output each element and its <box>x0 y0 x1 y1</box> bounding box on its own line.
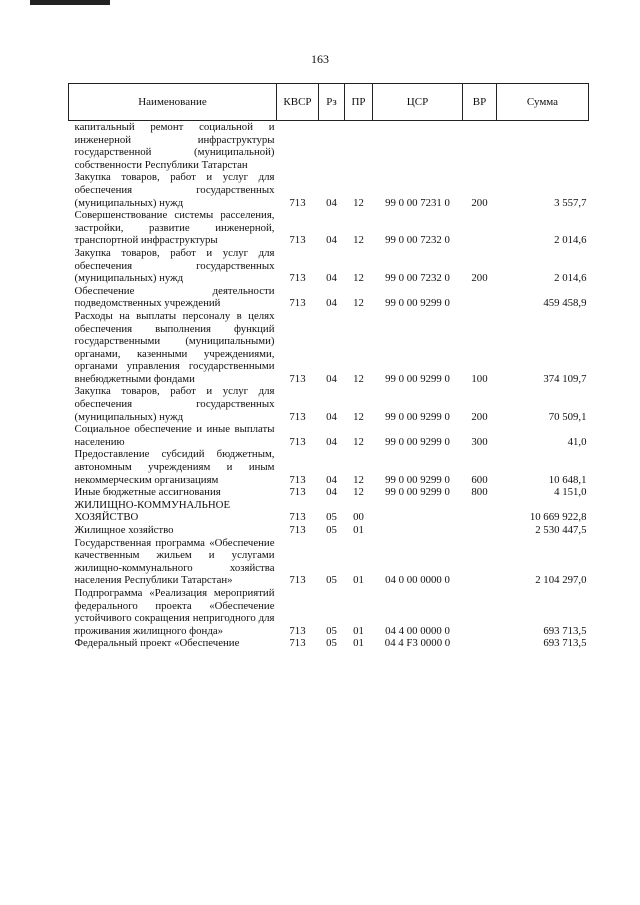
cell-vr <box>463 587 497 637</box>
cell-name: Расходы на выплаты персоналу в целях обеспечения выполнения функций государственными (муниципальными) органами, казенными учреждениями, органами управления государственными внебюджетными фондами <box>74 309 275 385</box>
header-name: Наименование <box>69 84 277 121</box>
cell-name: Федеральный проект «Обеспечение <box>74 637 240 650</box>
cell-rz: 04 <box>326 435 337 448</box>
cell-name: Обеспечение деятельности подведомственных учреждений <box>74 284 275 310</box>
cell-vr: 800 <box>471 486 488 499</box>
cell-kvsr <box>277 121 319 172</box>
cell-csr: 99 0 00 9299 0 <box>385 473 450 486</box>
cell-rz: 04 <box>326 410 337 423</box>
cell-rz: 04 <box>326 473 337 486</box>
cell-rz: 04 <box>326 196 337 209</box>
cell-kvsr: 713 <box>289 637 306 650</box>
header-csr: ЦСР <box>373 84 463 121</box>
cell-csr: 99 0 00 9299 0 <box>385 486 450 499</box>
cell-sum: 2 104 297,0 <box>535 574 587 587</box>
cell-pr: 01 <box>353 524 364 536</box>
cell-pr: 01 <box>353 624 364 637</box>
cell-csr: 04 4 F3 0000 0 <box>384 637 451 650</box>
cell-csr: 99 0 00 9299 0 <box>385 435 450 448</box>
cell-csr: 99 0 00 9299 0 <box>385 372 450 385</box>
table-row <box>69 423 589 448</box>
cell-name: Закупка товаров, работ и услуг для обеспечения государственных (муниципальных) нужд <box>74 171 275 209</box>
cell-sum: 374 109,7 <box>543 372 587 385</box>
cell-vr <box>463 499 497 524</box>
cell-csr <box>373 499 463 524</box>
cell-name: Подпрограмма «Реализация мероприятий федерального проекта «Обеспечение устойчивого сокращения непригодного для проживания жилищного фонда» <box>74 586 275 637</box>
cell-sum: 2 014,6 <box>554 272 587 285</box>
cell-rz: 04 <box>326 372 337 385</box>
cell-csr: 04 4 00 0000 0 <box>385 624 450 637</box>
cell-csr: 99 0 00 7231 0 <box>385 196 450 209</box>
cell-csr: 99 0 00 9299 0 <box>385 297 450 310</box>
budget-table <box>68 83 589 650</box>
cell-kvsr: 713 <box>289 524 306 536</box>
cell-kvsr: 713 <box>289 473 306 486</box>
cell-name: капитальный ремонт социальной и инженерной инфраструктуры государственной (муниципальной) собственности Республики Татарстан <box>74 121 275 171</box>
cell-kvsr: 713 <box>289 574 306 587</box>
cell-sum: 693 713,5 <box>543 624 587 637</box>
cell-name: ЖИЛИЩНО-КОММУНАЛЬНОЕ ХОЗЯЙСТВО <box>74 498 231 524</box>
table-row <box>69 537 589 587</box>
cell-kvsr: 713 <box>289 234 306 247</box>
cell-sum: 70 509,1 <box>548 410 587 423</box>
table-header-row <box>69 84 589 121</box>
table-row <box>69 247 589 285</box>
cell-sum: 459 458,9 <box>543 297 587 310</box>
cell-kvsr: 713 <box>289 272 306 285</box>
cell-csr <box>373 121 463 172</box>
table-row <box>69 171 589 209</box>
cell-vr <box>463 537 497 587</box>
header-kvsr: КВСР <box>277 84 319 121</box>
cell-sum: 2 530 447,5 <box>535 524 587 536</box>
cell-name: Закупка товаров, работ и услуг для обеспечения государственных (муниципальных) нужд <box>74 385 275 423</box>
table-row <box>69 121 589 172</box>
cell-kvsr: 713 <box>289 297 306 310</box>
cell-rz: 04 <box>326 272 337 285</box>
cell-sum: 2 014,6 <box>554 234 587 247</box>
cell-vr <box>463 524 497 537</box>
cell-name: Иные бюджетные ассигнования <box>74 486 221 499</box>
cell-sum: 4 151,0 <box>554 486 587 499</box>
header-vr: ВР <box>463 84 497 121</box>
cell-name: Совершенствование системы расселения, застройки, развитие инженерной, транспортной инфраструктуры <box>74 209 275 247</box>
scan-edge-mark <box>30 0 110 5</box>
table-row <box>69 486 589 499</box>
cell-kvsr: 713 <box>289 196 306 209</box>
cell-name: Закупка товаров, работ и услуг для обеспечения государственных (муниципальных) нужд <box>74 246 275 285</box>
cell-sum: 10 669 922,8 <box>529 511 587 524</box>
cell-kvsr: 713 <box>289 410 306 423</box>
cell-sum: 41,0 <box>567 435 587 448</box>
cell-vr <box>463 121 497 172</box>
cell-rz: 05 <box>326 637 337 650</box>
cell-vr: 100 <box>471 372 488 385</box>
cell-pr <box>345 121 373 172</box>
cell-rz: 05 <box>326 574 337 587</box>
cell-csr: 99 0 00 7232 0 <box>385 272 450 285</box>
cell-pr: 12 <box>353 372 364 385</box>
cell-vr <box>463 285 497 310</box>
cell-pr: 12 <box>353 297 364 310</box>
table-row <box>69 285 589 310</box>
cell-rz: 04 <box>326 297 337 310</box>
cell-kvsr: 713 <box>289 486 306 499</box>
table-row <box>69 310 589 386</box>
table-row <box>69 499 589 524</box>
page-number: 163 <box>311 52 329 66</box>
header-pr: ПР <box>345 84 373 121</box>
cell-vr <box>463 637 497 650</box>
cell-vr: 200 <box>471 410 488 423</box>
cell-kvsr: 713 <box>289 435 306 448</box>
cell-name: Социальное обеспечение и иные выплаты населению <box>74 423 275 448</box>
cell-pr: 00 <box>353 511 364 524</box>
cell-csr: 04 0 00 0000 0 <box>385 574 450 587</box>
cell-pr: 12 <box>353 272 364 285</box>
cell-csr: 99 0 00 7232 0 <box>385 234 450 247</box>
cell-vr <box>463 209 497 247</box>
cell-name: Предоставление субсидий бюджетным, автономным учреждениям и иным некоммерческим организациям <box>74 448 275 486</box>
cell-pr: 12 <box>353 234 364 247</box>
cell-csr <box>373 524 463 537</box>
cell-rz: 05 <box>326 624 337 637</box>
cell-kvsr: 713 <box>289 372 306 385</box>
cell-pr: 12 <box>353 473 364 486</box>
cell-pr: 01 <box>353 637 364 650</box>
cell-name: Жилищное хозяйство <box>74 524 174 536</box>
cell-pr: 12 <box>353 410 364 423</box>
cell-vr: 300 <box>471 435 488 448</box>
cell-sum: 3 557,7 <box>554 196 587 209</box>
header-rz: Рз <box>319 84 345 121</box>
cell-csr: 99 0 00 9299 0 <box>385 410 450 423</box>
cell-sum: 10 648,1 <box>548 473 587 486</box>
table-row <box>69 209 589 247</box>
table-row <box>69 448 589 486</box>
cell-rz: 04 <box>326 234 337 247</box>
cell-rz <box>319 121 345 172</box>
cell-pr: 01 <box>353 574 364 587</box>
table-row <box>69 524 589 537</box>
cell-vr: 200 <box>471 272 488 285</box>
cell-vr: 600 <box>471 473 488 486</box>
cell-sum <box>497 121 589 172</box>
cell-rz: 05 <box>326 511 337 524</box>
cell-sum: 693 713,5 <box>543 637 587 650</box>
cell-kvsr: 713 <box>289 624 306 637</box>
cell-kvsr: 713 <box>289 511 306 524</box>
cell-pr: 12 <box>353 486 364 499</box>
cell-rz: 05 <box>326 524 337 536</box>
table-row <box>69 385 589 423</box>
cell-name: Государственная программа «Обеспечение качественным жильем и услугами жилищно-коммунального хозяйства населения Республики Татарстан» <box>74 536 275 587</box>
header-sum: Сумма <box>497 84 589 121</box>
cell-vr: 200 <box>471 196 488 209</box>
table-row <box>69 637 589 650</box>
cell-pr: 12 <box>353 435 364 448</box>
table-row <box>69 587 589 637</box>
cell-pr: 12 <box>353 196 364 209</box>
cell-rz: 04 <box>326 486 337 499</box>
